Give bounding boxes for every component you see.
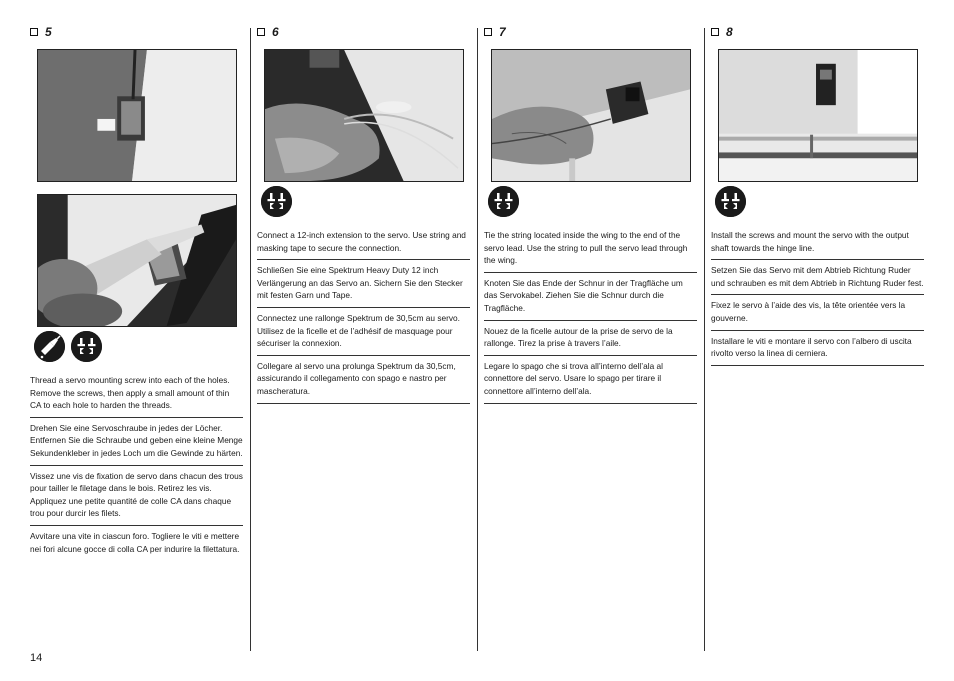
column-divider [250, 28, 251, 651]
step-6-icons [261, 186, 292, 217]
step-8-header [711, 22, 923, 42]
instruction-it: Collegare al servo una prolunga Spektrum da 30,5cm, assicurando il collegamento con spago e nastro per mascheratura. [257, 356, 470, 404]
instruction-fr: Connectez une rallonge Spektrum de 30,5cm au servo. Utilisez de la ficelle et de l’adhésif de masquage pour sécuriser la connexion. [257, 308, 470, 356]
step-checkbox[interactable] [711, 28, 719, 36]
step-6-text [257, 229, 470, 404]
instruction-en: Connect a 12-inch extension to the servo. Use string and masking tape to secure the connection. [257, 229, 470, 260]
step-7-header [484, 22, 696, 42]
step-7-photo [491, 49, 691, 182]
step-checkbox[interactable] [257, 28, 265, 36]
step-8-photo [718, 49, 918, 182]
step-number: 7 [499, 25, 506, 39]
column-divider [704, 28, 705, 651]
step-6-column [257, 22, 469, 42]
step-5-photo-2 [37, 194, 237, 327]
step-5-header [30, 22, 242, 42]
step-5-photo-1 [37, 49, 237, 182]
step-7-column [484, 22, 696, 42]
step-checkbox[interactable] [30, 28, 38, 36]
step-5-column [30, 22, 242, 42]
step-checkbox[interactable] [484, 28, 492, 36]
instruction-fr: Nouez de la ficelle autour de la prise de servo de la rallonge. Tirez la prise à travers l’aile. [484, 321, 697, 356]
instruction-it: Avvitare una vite in ciascun foro. Togliere le viti e mettere nei fori alcune gocce di colla CA per indurire la filettatura. [30, 530, 240, 554]
step-8-icons [715, 186, 746, 217]
instruction-de: Schließen Sie eine Spektrum Heavy Duty 12 inch Verlängerung an das Servo an. Sichern Sie den Stecker mit festen Garn und Tape. [257, 260, 470, 308]
step-number: 6 [272, 25, 279, 39]
instruction-de: Drehen Sie eine Servoschraube in jedes der Löcher. Entfernen Sie die Schraube und geben eine kleine Menge Sekundenkleber in jedes Loch um die Gewinde zu härten. [30, 418, 243, 466]
glue-bottle-icon [34, 331, 65, 362]
instruction-en: Tie the string located inside the wing to the end of the servo lead. Use the string to pull the servo lead through the wing. [484, 229, 697, 273]
column-divider [477, 28, 478, 651]
step-5-icons [34, 331, 102, 362]
step-5-text [30, 374, 243, 560]
instruction-de: Setzen Sie das Servo mit dem Abtrieb Richtung Ruder und schrauben es mit dem Abtrieb in Richtung Ruder fest. [711, 260, 924, 295]
pliers-icon [261, 186, 292, 217]
page-number: 14 [30, 652, 43, 664]
step-number: 8 [726, 25, 733, 39]
instruction-it: Legare lo spago che si trova all’interno dell’ala al connettore del servo. Usare lo spago per tirare il connettore all’interno dell’ala. [484, 356, 697, 404]
step-7-icons [488, 186, 519, 217]
instruction-de: Knoten Sie das Ende der Schnur in der Tragfläche um das Servokabel. Ziehen Sie die Schnur durch die Tragfläche. [484, 273, 697, 321]
instruction-en: Thread a servo mounting screw into each of the holes. Remove the screws, then apply a small amount of thin CA to each hole to harden the threads. [30, 374, 243, 418]
pliers-icon [715, 186, 746, 217]
step-6-photo [264, 49, 464, 182]
instruction-en: Install the screws and mount the servo with the output shaft towards the hinge line. [711, 229, 924, 260]
pliers-icon [488, 186, 519, 217]
step-6-header [257, 22, 469, 42]
instruction-fr: Fixez le servo à l’aide des vis, la tête orientée vers la gouverne. [711, 295, 924, 330]
step-number: 5 [45, 25, 52, 39]
step-8-column [711, 22, 923, 42]
instruction-it: Installare le viti e montare il servo con l’albero di uscita rivolto verso la linea di cerniera. [711, 331, 924, 366]
step-7-text [484, 229, 697, 404]
step-8-text [711, 229, 924, 366]
pliers-icon [71, 331, 102, 362]
instruction-fr: Vissez une vis de fixation de servo dans chacun des trous pour tailler le filetage dans le bois. Retirez les vis. Appliquez une petite quantité de colle CA dans chaque trou pour durcir les filets. [30, 466, 243, 526]
